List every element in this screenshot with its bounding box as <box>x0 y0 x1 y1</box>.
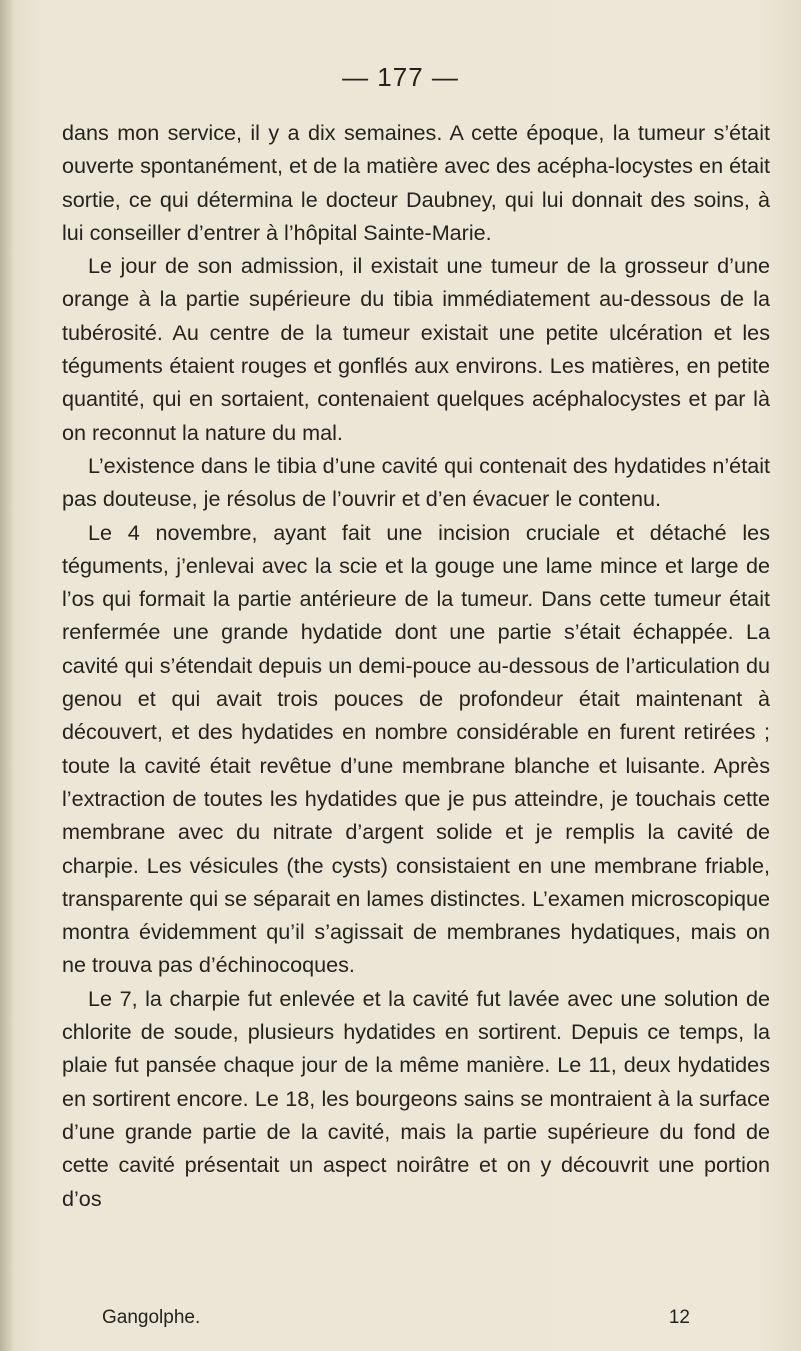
paragraph-1: dans mon service, il y a dix semaines. A cette époque, la tumeur s’était ouverte spontanément, et de la matière avec des acépha-locystes en était sortie, ce qui détermina le docteur Daubney, qui lui donnait des soins, à lui conseiller d’entrer à l’hôpital Sainte-Marie. <box>62 120 770 245</box>
page-gutter-shadow <box>0 0 14 1351</box>
body-text <box>62 116 770 1215</box>
page-number-header: — 177 — <box>342 62 459 92</box>
signature-number: 12 <box>668 1307 690 1328</box>
paragraph-5: Le 7, la charpie fut enlevée et la cavité fut lavée avec une solution de chlorite de soude, plusieurs hydatides en sortirent. Depuis ce temps, la plaie fut pansée chaque jour de la même manière. Le 11, deux hydatides en sortirent encore. Le 18, les bourgeons sains se montraient à la surface d’une grande partie de la cavité, mais la partie supérieure du fond de cette cavité présentait un aspect noirâtre et on y découvrit une portion d’os <box>62 985 770 1211</box>
signature-mark: Gangolphe. <box>102 1307 201 1328</box>
paragraph-3: L’existence dans le tibia d’une cavité qui contenait des hydatides n’était pas douteuse, je résolus de l’ouvrir et d’en évacuer le contenu. <box>62 452 770 512</box>
paragraph-2: Le jour de son admission, il existait une tumeur de la grosseur d’une orange à la partie supérieure du tibia immédiatement au-dessous de la tubérosité. Au centre de la tumeur existait une petite ulcération et les téguments étaient rouges et gonflés aux environs. Les matières, en petite quantité, qui en sortaient, contenaient quelques acéphalocystes et par là on reconnut la nature du mal. <box>62 253 770 445</box>
paragraph-4: Le 4 novembre, ayant fait une incision cruciale et détaché les téguments, j’enlevai avec la scie et la gouge une lame mince et large de l’os qui formait la partie antérieure de la tumeur. Dans cette tumeur était renfermée une grande hydatide dont une partie s’était échappée. La cavité qui s’étendait depuis un demi-pouce au-dessous de l’articulation du genou et qui avait trois pouces de profondeur était maintenant à découvert, et des hydatides en nombre considérable en furent retirées ; toute la cavité était revêtue d’une membrane blanche et luisante. Après l’extraction de toutes les hydatides que je pus atteindre, je touchais cette membrane avec du nitrate d’argent solide et je remplis la cavité de charpie. Les vésicules (the cysts) consistaient en une membrane friable, transparente qui se séparait en lames distinctes. L’examen microscopique montra évidemment qu’il s’agissait de membranes hydatiques, mais on ne trouva pas d’échinocoques. <box>62 519 770 978</box>
